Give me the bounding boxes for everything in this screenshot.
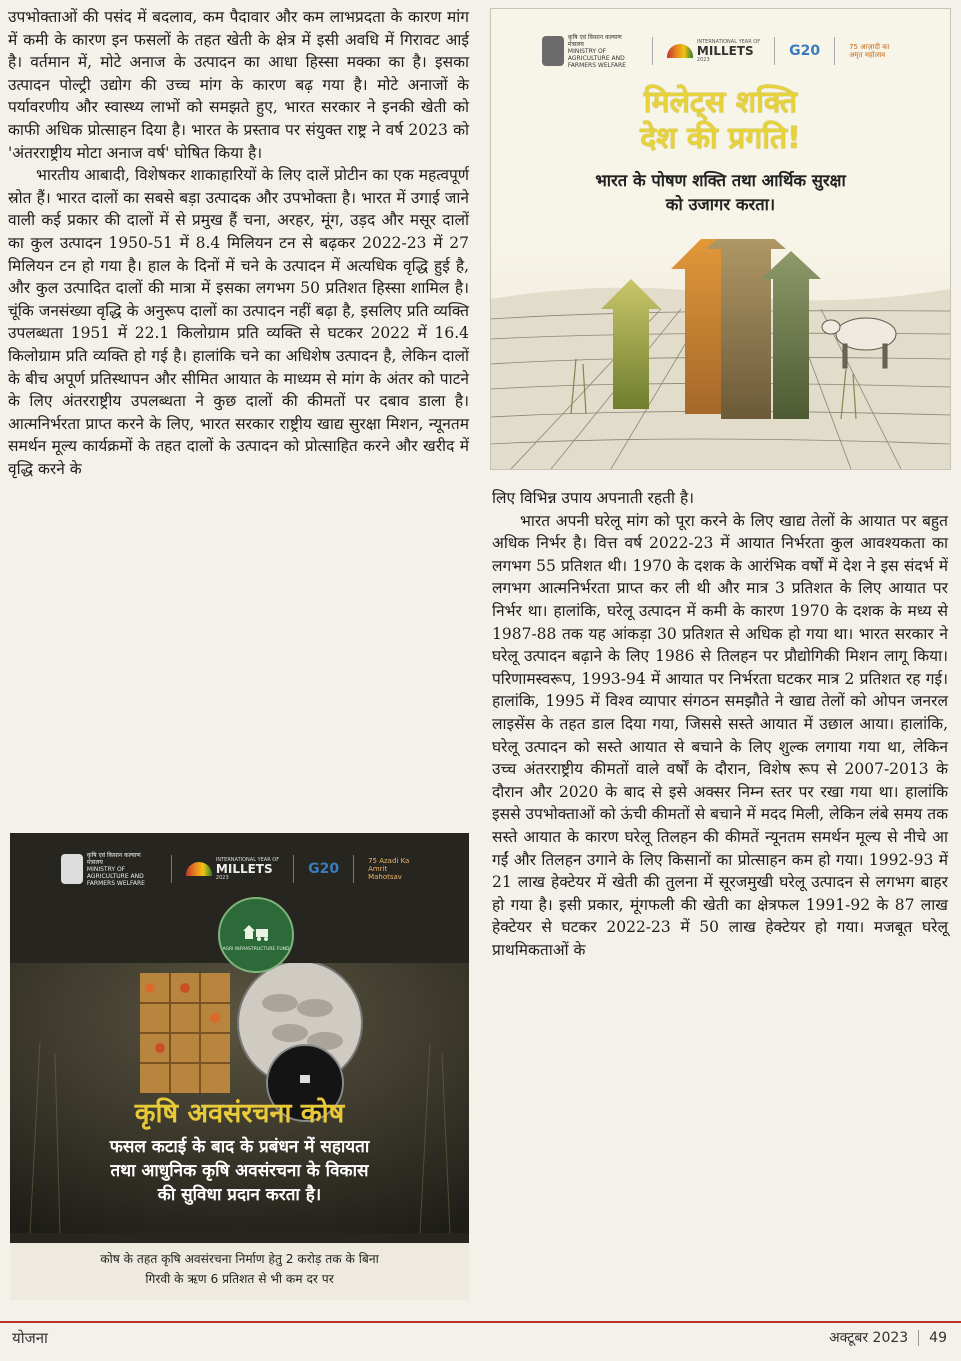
- iym-top: INTERNATIONAL YEAR OF: [215, 857, 280, 863]
- paragraph: उपभोक्ताओं की पसंद में बदलाव, कम पैदावार और कम लाभप्रदता के कारण मांग में कमी के कारण इन फसलों के तहत खेती के क्षेत्र में इसी अवधि में गिरावट आई है। वर्तमान में, मोटे अनाज के उत्पादन का आधा हिस्सा मक्का का है। इसका उत्पादन पोल्ट्री उद्योग की उच्च मांग के कारण बढ़ गया है। मोटे अनाजों के पर्यावरणीय और स्वास्थ्य लाभों को समझते हुए, भारत सरकार ने इनकी खेती को काफी अधिक प्रोत्साहन दिया है। भारत के प्रस्ताव पर संयुक्त राष्ट्र ने वर्ष 2023 को 'अंतरराष्ट्रीय मोटा अनाज वर्ष' घोषित किया है।: [8, 8, 469, 162]
- issue-date: अक्टूबर 2023: [828, 1330, 909, 1346]
- ministry-logo: [542, 34, 638, 69]
- iym-word: MILLETS: [215, 862, 273, 876]
- ministry-name: कृषि एवं किसान कल्याण मंत्रालय MINISTRY OF AGRICULTURE AND FARMERS WELFARE: [86, 851, 145, 887]
- iym-year: 2023: [215, 875, 229, 881]
- azadi-logo: 75 Azadi Ka Amrit Mahotsav: [368, 857, 410, 881]
- millets-subhead: [491, 169, 950, 217]
- national-emblem-icon: [61, 854, 83, 884]
- divider: [774, 37, 775, 65]
- divider: [918, 1330, 919, 1346]
- page-number: 49: [929, 1329, 947, 1346]
- divider: [171, 855, 172, 883]
- headline-line: देश की प्रगति!: [640, 121, 801, 156]
- millets-headline: [491, 85, 950, 157]
- iym-word: MILLETS: [696, 44, 754, 58]
- millets-year-logo: [186, 857, 279, 881]
- infra-description: [20, 1135, 459, 1207]
- ministry-name: कृषि एवं किसान कल्याण मंत्रालय MINISTRY OF AGRICULTURE AND FARMERS WELFARE: [567, 33, 626, 69]
- agri-fund-badge: [218, 897, 294, 973]
- azadi-logo: 75 आज़ादी का अमृत महोत्सव: [849, 43, 890, 59]
- desc-line: की सुविधा प्रदान करता है।: [157, 1185, 322, 1205]
- divider: [353, 855, 354, 883]
- fund-badge-text: AGRI INFRASTRUCTURE FUND: [222, 946, 290, 952]
- footer-rule: [0, 1321, 961, 1323]
- article-column-right: [492, 487, 948, 961]
- g20-logo: G20: [308, 861, 340, 877]
- divider: [652, 37, 653, 65]
- logo-strip: [10, 851, 469, 887]
- millets-fan-icon: [186, 862, 212, 876]
- ministry-logo: [61, 852, 157, 887]
- millets-field-illustration: [491, 239, 950, 469]
- desc-line: फसल कटाई के बाद के प्रबंधन में सहायता: [109, 1137, 370, 1157]
- infra-title: कृषि अवसंरचना कोष: [134, 1098, 345, 1129]
- logo-strip: [491, 31, 950, 71]
- farm-truck-icon: [239, 919, 273, 945]
- magazine-name: योजना: [12, 1329, 48, 1347]
- millets-year-logo: [667, 39, 760, 63]
- infra-caption: [10, 1243, 469, 1300]
- iym-top: INTERNATIONAL YEAR OF: [696, 39, 761, 45]
- paragraph: भारत अपनी घरेलू मांग को पूरा करने के लिए खाद्य तेलों के आयात पर बहुत अधिक निर्भर है। वित्त वर्ष 2022-23 में आयात निर्भरता कुल आवश्यकता का लगभग 55 प्रतिशत थी। 1970 के दशक के आरंभिक वर्षों में देश ने इस संदर्भ में लगभग आत्मनिर्भरता प्राप्त कर ली थी और मात्र 3 प्रतिशत के लिए आयात पर निर्भर था। हालांकि, घरेलू उत्पादन में कमी के कारण 1970 के दशक के मध्य से 1987-88 तक यह आंकड़ा 30 प्रतिशत से अधिक हो गया था। भारत सरकार ने घरेलू उत्पादन बढ़ाने के लिए 1986 से तिलहन पर प्रौद्योगिकी मिशन लागू किया। परिणामस्वरूप, 1993-94 में आयात पर निर्भरता घटकर मात्र 2 प्रतिशत रह गई। हालांकि, 1995 में विश्व व्यापार संगठन समझौते ने खाद्य तेलों को ओपन जनरल लाइसेंस के तहत डाल दिया गया, जिससे सस्ते आयात में उछाल आया। हालांकि, घरेलू उत्पादन को सस्ते आयात से बचाने के लिए शुल्क लगाया गया था, लेकिन उच्च अंतरराष्ट्रीय कीमतों वाले वर्षों के दौरान, विशेष रूप से 2007-2013 के दौरान और 2020 के बाद से इसे अक्सर निम्न स्तर पर रखा गया था। हालांकि इससे उपभोक्ताओं को ऊंची कीमतों से बचाने में मदद मिली, लेकिन लंबे समय तक सस्ते आयात के कारण घरेलू तिलहन की कीमतें न्यूनतम समर्थन मूल्य से नीचे आ गईं और तिलहन उगाने के लिए किसानों का प्रोत्साहन कम हो गया। 1992-93 में 21 लाख हेक्टेयर में खेती की तुलना में सूरजमुखी घरेलू उत्पादन से लगभग बाहर हो गया है। इसी प्रकार, मूंगफली की खेती का क्षेत्रफल 1991-92 के 87 लाख हेक्टेयर से घटकर 2022-23 में 50 लाख हेक्टेयर हो गया। मजबूत घरेलू प्राथमिकताओं के: [492, 511, 948, 959]
- subhead-line: को उजागर करता।: [665, 195, 776, 214]
- caption-line: कोष के तहत कृषि अवसंरचना निर्माण हेतु 2 करोड़ तक के बिना: [100, 1252, 379, 1266]
- divider: [293, 855, 294, 883]
- divider: [834, 37, 835, 65]
- footer-issue-info: [829, 1328, 947, 1347]
- article-column-left: [8, 6, 469, 480]
- national-emblem-icon: [542, 36, 564, 66]
- paragraph: भारतीय आबादी, विशेषकर शाकाहारियों के लिए दालें प्रोटीन का एक महत्वपूर्ण स्रोत हैं। भारत दालों का सबसे बड़ा उत्पादक और उपभोक्ता है। भारत में उगाई जाने वाली कई प्रकार की दालों में से प्रमुख हैं चना, अरहर, मूंग, उड़द और मसूर दालों का कुल उत्पादन 1950-51 में 8.4 मिलियन टन से बढ़कर 2022-23 में 27 मिलियन टन हो गया है। हाल के दिनों में चने के उत्पादन में अत्यधिक वृद्धि हुई है, और कुल उत्पादित दालों की मात्रा में इसका लगभग 50 प्रतिशत हिस्सा शामिल है। चूंकि जनसंख्या वृद्धि के अनुरूप दालों का उत्पादन नहीं बढ़ा है, इसलिए प्रति व्यक्ति उपलब्धता 1951 में 22.1 किलोग्राम प्रति व्यक्ति से घटकर 2022 में 16.4 किलोग्राम प्रति व्यक्ति हो गई है। हालांकि चने का अधिशेष उत्पादन है, लेकिन दालों के बीच अपूर्ण प्रतिस्थापन और सीमित आयात के माध्यम से मांग के अंतर को पाटने के लिए अंतरराष्ट्रीय उपलब्धता ने कुछ दालों की कीमतों पर दबाव डाला है। आत्मनिर्भरता प्राप्त करने के लिए, भारत सरकार राष्ट्रीय खाद्य सुरक्षा मिशन, न्यूनतम समर्थन मूल्य कार्यक्रमों के तहत दालों के उत्पादन को प्रोत्साहित करने और खरीद में वृद्धि करने के: [8, 166, 469, 478]
- paragraph: लिए विभिन्न उपाय अपनाती रहती है।: [492, 489, 695, 507]
- caption-line: गिरवी के ऋण 6 प्रतिशत से भी कम दर पर: [145, 1272, 334, 1286]
- g20-logo: G20: [789, 43, 821, 59]
- desc-line: तथा आधुनिक कृषि अवसंरचना के विकास: [110, 1161, 369, 1181]
- millets-advert: [490, 8, 951, 470]
- millets-fan-icon: [667, 44, 693, 58]
- agri-infra-fund-advert: [10, 833, 469, 1300]
- headline-line: मिलेट्स शक्ति: [643, 85, 798, 120]
- subhead-line: भारत के पोषण शक्ति तथा आर्थिक सुरक्षा: [595, 171, 846, 190]
- iym-year: 2023: [696, 57, 710, 63]
